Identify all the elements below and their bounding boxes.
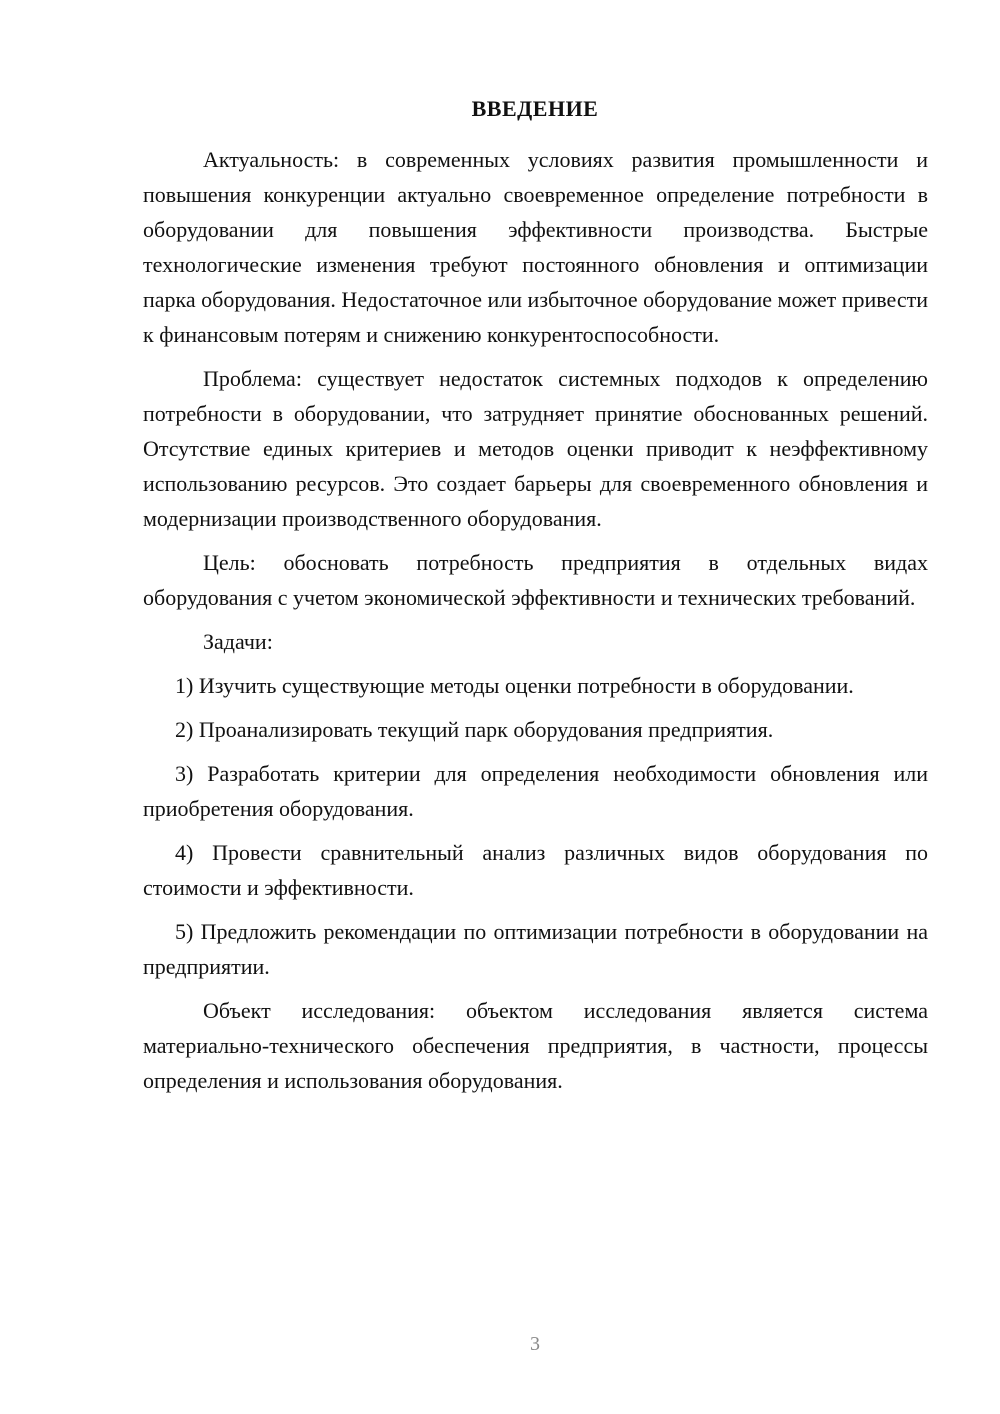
task-item-3: 3) Разработать критерии для определения необходимости обновления или приобретения оборудования. xyxy=(143,761,928,821)
task-item-2: 2) Проанализировать текущий парк оборудования предприятия. xyxy=(175,717,774,742)
page-title: ВВЕДЕНИЕ xyxy=(471,96,599,121)
document-body xyxy=(143,142,928,1107)
task-item-4: 4) Провести сравнительный анализ различных видов оборудования по стоимости и эффективности. xyxy=(143,840,928,900)
task-item-1: 1) Изучить существующие методы оценки потребности в оборудовании. xyxy=(175,673,854,698)
tasks-heading: Задачи: xyxy=(203,629,273,654)
problem-paragraph: Проблема: существует недостаток системных подходов к определению потребности в оборудовании, что затрудняет принятие обоснованных решений. Отсутствие единых критериев и методов оценки приводит к неэффективному использованию ресурсов. Это создает барьеры для своевременного обновления и модернизации производственного оборудования. xyxy=(143,366,928,531)
research-object-paragraph: Объект исследования: объектом исследования является система материально-технического обеспечения предприятия, в частности, процессы определения и использования оборудования. xyxy=(143,998,928,1093)
goal-paragraph: Цель: обосновать потребность предприятия в отдельных видах оборудования с учетом экономической эффективности и технических требований. xyxy=(143,550,928,610)
task-item-5: 5) Предложить рекомендации по оптимизации потребности в оборудовании на предприятии. xyxy=(143,919,928,979)
page-number: 3 xyxy=(530,1333,540,1355)
relevance-paragraph: Актуальность: в современных условиях развития промышленности и повышения конкуренции актуально своевременное определение потребности в оборудовании для повышения эффективности производства. Быстрые технологические изменения требуют постоянного обновления и оптимизации парка оборудования. Недостаточное или избыточное оборудование может привести к финансовым потерям и снижению конкурентоспособности. xyxy=(143,147,928,347)
